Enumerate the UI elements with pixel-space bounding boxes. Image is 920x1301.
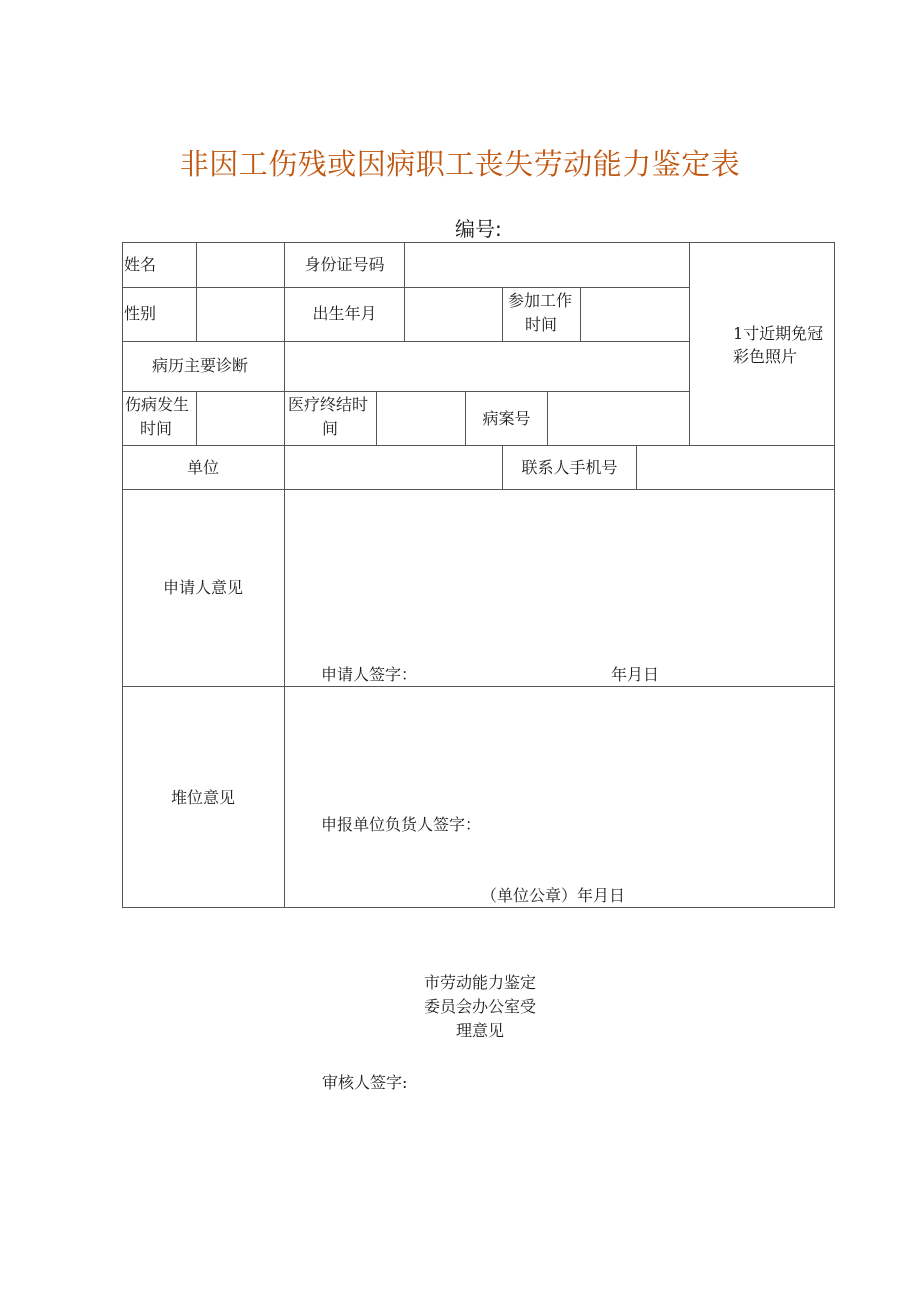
committee-opinion-line3: 理意见 — [455, 1021, 504, 1040]
photo-label-line1: 1寸近期免冠 — [733, 324, 824, 343]
diagnosis-label: 病历主要诊断 — [152, 356, 249, 375]
form-number-label: 编号: — [455, 217, 502, 241]
page-title: 非因工伤残或因病职工丧失劳动能力鉴定表 — [179, 147, 741, 181]
unit-seal-date-label: （单位公章）年月日 — [481, 886, 626, 905]
applicant-date-label: 年月日 — [611, 665, 660, 684]
applicant-signature-label: 申请人签字： — [321, 665, 418, 684]
unit-label: 单位 — [186, 458, 219, 477]
committee-opinion-line2: 委员会办公室受 — [423, 997, 536, 1016]
unit-head-signature-label: 申报单位负货人签字： — [321, 815, 482, 834]
photo-label-line2: 彩色照片 — [733, 347, 798, 366]
applicant-opinion-label: 申请人意见 — [162, 578, 243, 597]
name-label: 姓名 — [124, 255, 157, 274]
work-start-label-line2: 时间 — [525, 315, 558, 334]
onset-time-label-line1: 伤病发生 — [125, 395, 190, 414]
treatment-end-label-line2: 间 — [322, 419, 339, 438]
committee-opinion-line1: 市劳动能力鉴定 — [423, 973, 536, 992]
case-number-label: 病案号 — [482, 409, 531, 428]
gender-label: 性别 — [124, 304, 157, 323]
work-start-label-line1: 参加工作 — [508, 291, 573, 310]
unit-opinion-label: 堆位意见 — [170, 788, 235, 807]
birth-date-label: 出生年月 — [312, 304, 377, 323]
contact-phone-label: 联系人手机号 — [521, 458, 618, 477]
reviewer-signature-label: 审核人签字: — [322, 1073, 408, 1092]
treatment-end-label-line1: 医疗终结时 — [288, 395, 369, 414]
id-number-label: 身份证号码 — [304, 255, 385, 274]
onset-time-label-line2: 时间 — [140, 419, 173, 438]
